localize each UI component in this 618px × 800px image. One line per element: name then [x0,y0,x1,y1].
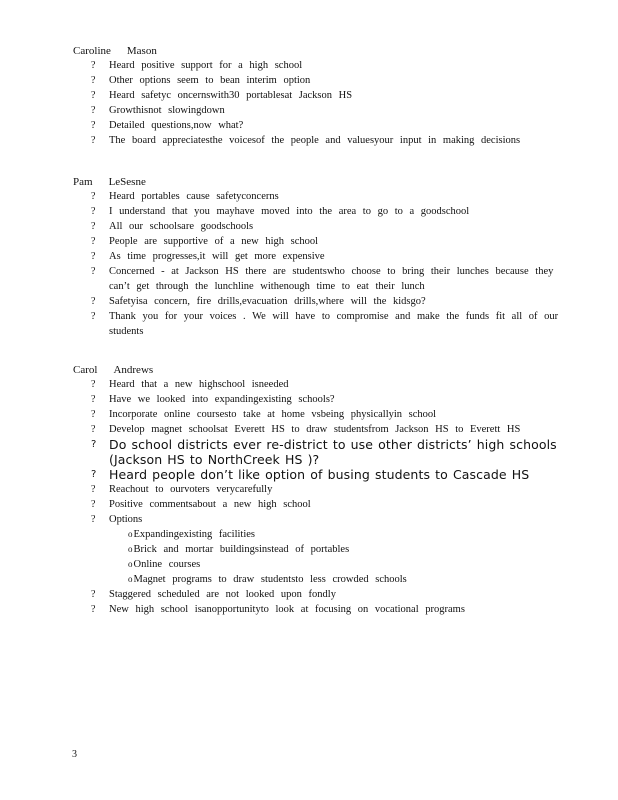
list-item: ? Heard portables cause safetyconcerns [73,189,573,204]
list-item: ? Positive commentsabout a new high school [73,497,573,512]
list-item-options [73,512,573,587]
list-item: ? Thank you for your voices . We will have to compromise and make the funds fit all of our students [73,309,573,339]
page-number: 3 [72,749,77,760]
options-sublist [109,527,573,587]
list-item: ? Detailed questions,now what? [73,118,573,133]
bullet-list [73,58,573,148]
bullet-list [73,189,573,339]
options-label: Options [109,514,143,525]
speaker-last-name: LeSesne [108,176,146,188]
list-item: ? Staggered scheduled are not looked upon fondly [73,587,573,602]
speaker-first-name: Caroline [73,45,111,57]
list-item: ? Heard people don’t like option of busing students to Cascade HS [73,467,573,482]
section-caroline-mason [73,44,573,148]
speaker-name [73,44,573,58]
list-item: ? Reachout to ourvoters verycarefully [73,482,573,497]
bullet-list [73,377,573,617]
list-item: ? Have we looked into expandingexisting schools? [73,392,573,407]
speaker-name [73,363,573,377]
list-item: ? New high school isanopportunityto look at focusing on vocational programs [73,602,573,617]
list-item: ? Other options seem to bean interim option [73,73,573,88]
speaker-last-name: Andrews [113,364,154,376]
list-item: ? Safetyisa concern, fire drills,evacuation drills,where will the kidsgo? [73,294,573,309]
sub-list-item: o Magnet programs to draw studentsto less crowded schools [128,572,573,587]
speaker-first-name: Pam [73,176,93,188]
speaker-first-name: Carol [73,364,98,376]
list-item: ? Incorporate online coursesto take at home vsbeing physicallyin school [73,407,573,422]
list-item: ? Heard that a new highschool isneeded [73,377,573,392]
section-carol-andrews [73,363,573,617]
speaker-last-name: Mason [126,45,157,57]
section-pam-lesesne [73,175,573,339]
sub-list-item: o Online courses [128,557,573,572]
speaker-name [73,175,573,189]
list-item: ? As time progresses,it will get more expensive [73,249,573,264]
list-item: ? Growthisnot slowingdown [73,103,573,118]
list-item: ? I understand that you mayhave moved into the area to go to a goodschool [73,204,573,219]
sub-list-item: o Brick and mortar buildingsinstead of portables [128,542,573,557]
sub-list-item: o Expandingexisting facilities [128,527,573,542]
list-item: ? All our schoolsare goodschools [73,219,573,234]
list-item: ? Heard positive support for a high school [73,58,573,73]
list-item: ? Do school districts ever re-district to use other districts’ high schools (Jackson HS to NorthCreek HS )? [73,437,573,467]
list-item: ? Develop magnet schoolsat Everett HS to draw studentsfrom Jackson HS to Everett HS [73,422,573,437]
list-item: ? The board appreciatesthe voicesof the people and valuesyour input in making decisions [73,133,573,148]
list-item: ? People are supportive of a new high school [73,234,573,249]
list-item: ? Heard safetyc oncernswith30 portablesat Jackson HS [73,88,573,103]
list-item: ? Concerned - at Jackson HS there are studentswho choose to bring their lunches because they can’t get through the lunchline withenough time to eat their lunch [73,264,573,294]
